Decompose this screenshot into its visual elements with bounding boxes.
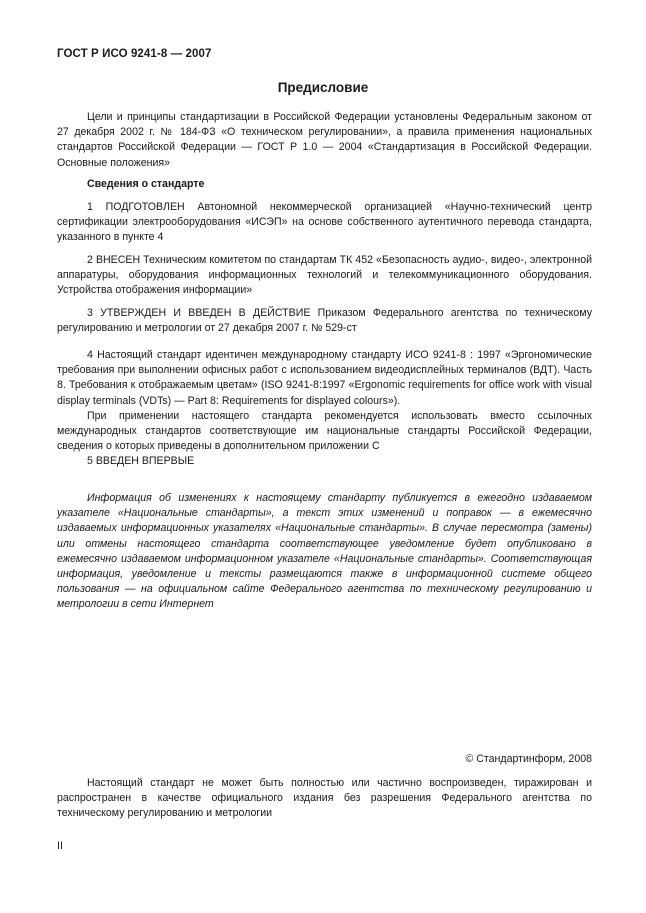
list-item	[57, 253, 592, 299]
item-4-text: 4 Настоящий стандарт идентичен международному стандарту ИСО 9241-8 : 1997 «Эргономические требования при выполнении офисных работ с использованием видеодисплейных терминалов (ВДТ). Часть 8. Требования к отображаемым цветам» (ISO 9241-8:1997 «Ergonomic requirements for office work with visual display terminals (VDTs) — Part 8: Requirements for displayed colours»).	[57, 349, 592, 407]
list-item	[57, 348, 592, 454]
item-2-text: 2 ВНЕСЕН Техническим комитетом по стандартам ТК 452 «Безопасность аудио-, видео-, электронной аппаратуры, оборудования информационных технологий и телекоммуникационного оборудования. Устройства отображения информации»	[57, 254, 592, 297]
copyright: © Стандартинформ, 2008	[465, 753, 592, 765]
item-5-text: 5 ВВЕДЕН ВПЕРВЫЕ	[87, 455, 195, 467]
section-heading-text: Сведения о стандарте	[87, 178, 205, 190]
list-item	[57, 200, 592, 246]
item-4-note-text: При применении настоящего стандарта рекомендуется использовать вместо ссылочных международных стандартов соответствующие им национальные стандарты Российской Федерации, сведения о которых приведены в дополнительном приложении С	[57, 409, 592, 453]
item-1-text: 1 ПОДГОТОВЛЕН Автономной некоммерческой организацией «Научно-технический центр сертификации электрооборудования «ИСЭП» на основе собственного аутентичного перевода стандарта, указанного в пункте 4	[57, 201, 592, 244]
section-heading	[57, 177, 592, 192]
intro-text: Цели и принципы стандартизации в Российской Федерации установлены Федеральным законом от 27 декабря 2002 г. № 184-ФЗ «О техническом регулировании», а правила применения национальных стандартов Российской Федерации — ГОСТ Р 1.0 — 2004 «Стандартизация в Российской Федерации. Основные положения»	[57, 111, 592, 169]
list-item	[57, 306, 592, 336]
standard-id-header: ГОСТ Р ИСО 9241-8 — 2007	[57, 48, 212, 60]
intro-paragraph	[57, 110, 592, 171]
notice-text: Информация об изменениях к настоящему стандарту публикуется в ежегодно издаваемом указателе «Национальные стандарты», а текст этих изменений и поправок — в ежемесячно издаваемых информационных указателях «Национальные стандарты». В случае пересмотра (замены) или отмены настоящего стандарта соответствующее уведомление будет опубликовано в ежемесячно издаваемом информационном указателе «Национальные стандарты». Соответствующая информация, уведомление и тексты размещаются также в информационной системе общего пользования — на официальном сайте Федерального агентства по техническому регулированию и метрологии в сети Интернет	[57, 492, 592, 611]
notice-paragraph	[57, 491, 592, 613]
reproduction-notice-text: Настоящий стандарт не может быть полностью или частично воспроизведен, тиражирован и распространен в качестве официального издания без разрешения Федерального агентства по техническому регулированию и метрологии	[57, 777, 592, 820]
page-number: II	[57, 840, 63, 852]
reproduction-notice	[57, 776, 592, 822]
page-title: Предисловие	[277, 80, 369, 95]
item-3-text: 3 УТВЕРЖДЕН И ВВЕДЕН В ДЕЙСТВИЕ Приказом Федерального агентства по техническому регулированию и метрологии от 27 декабря 2007 г. № 529-ст	[57, 307, 592, 335]
list-item	[57, 454, 592, 469]
